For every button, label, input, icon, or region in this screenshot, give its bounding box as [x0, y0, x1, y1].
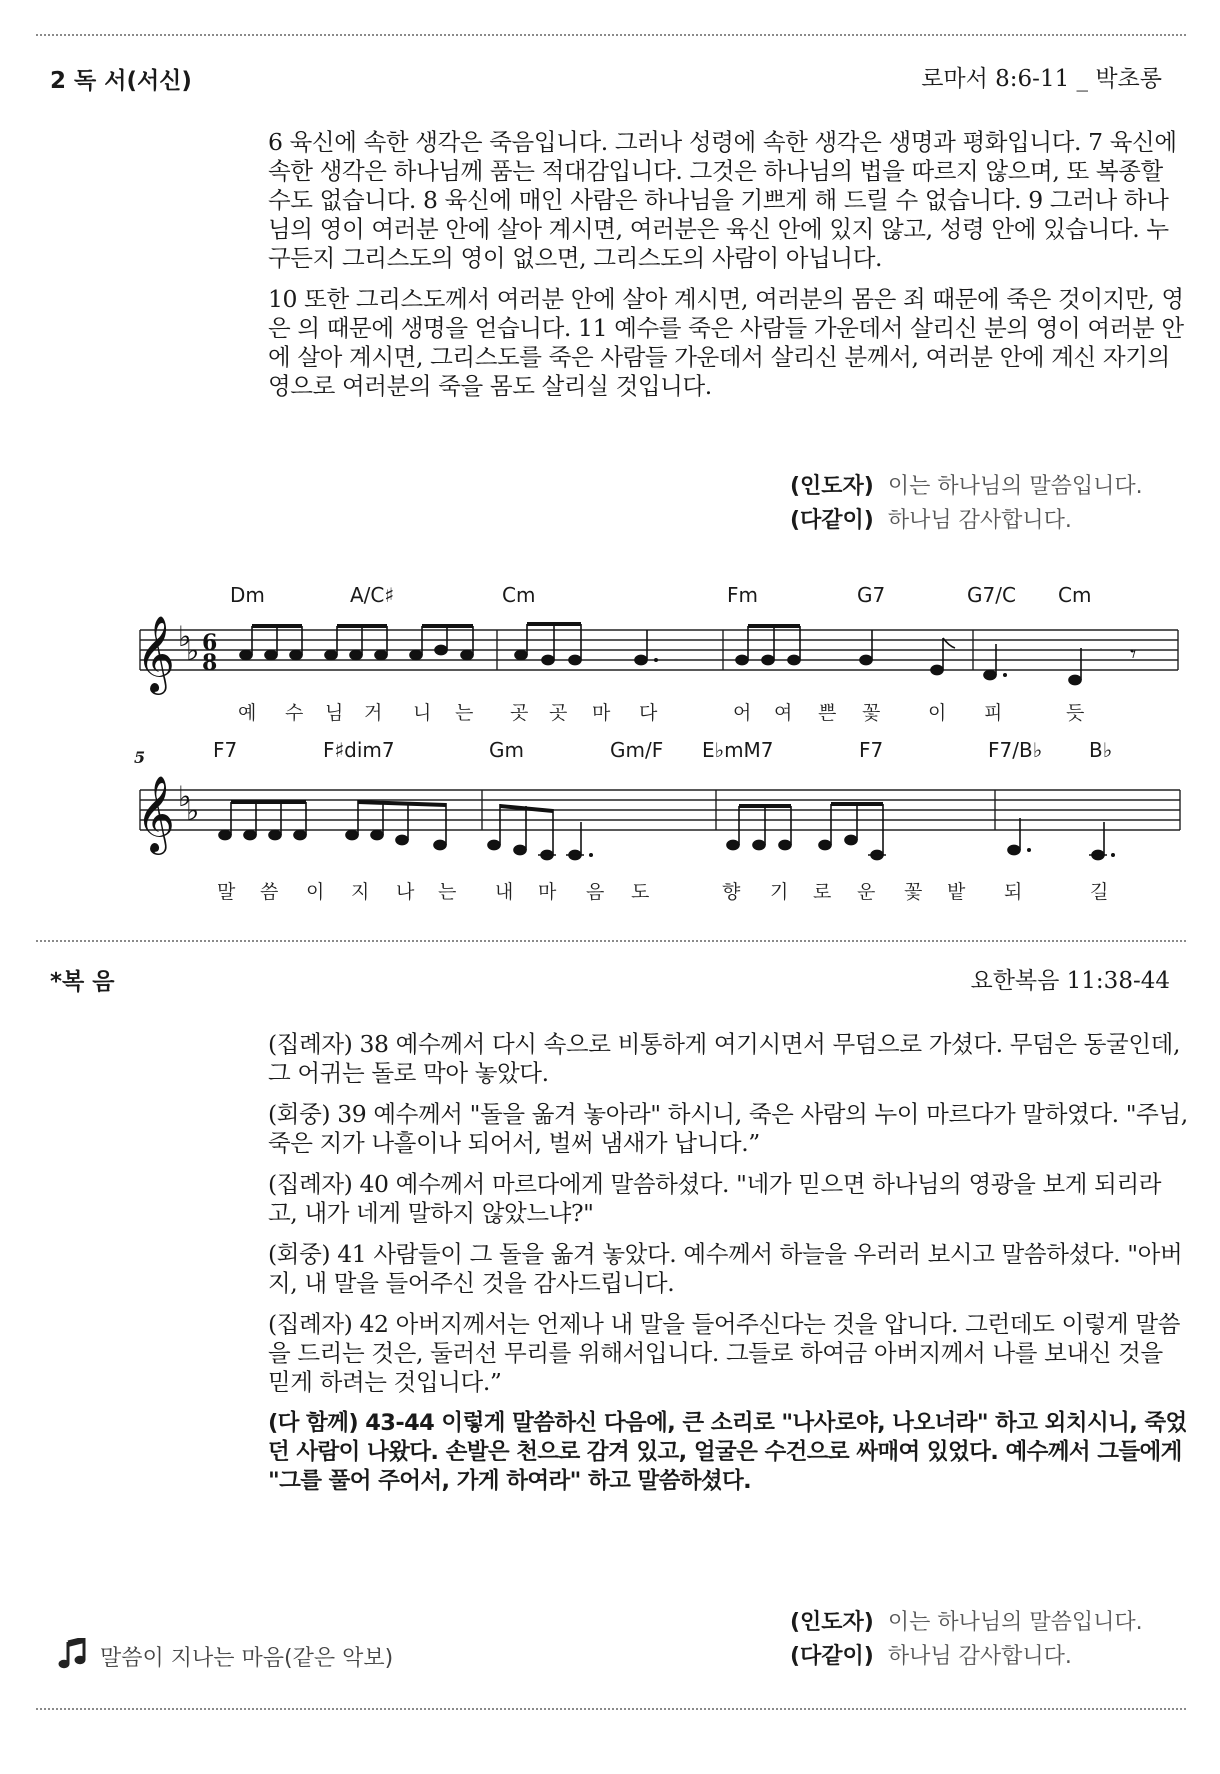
lyric: 피	[984, 702, 1003, 724]
top-divider	[36, 34, 1186, 36]
gospel-heading: *복 음	[50, 969, 115, 995]
chord: G7	[857, 583, 886, 607]
lyric: 거	[364, 702, 383, 724]
lyric: 곳	[549, 702, 568, 724]
flat-sign: ♭	[178, 620, 192, 653]
all-label: (다같이)	[790, 1644, 874, 1669]
chord: Gm	[489, 738, 524, 762]
chord: Gm/F	[610, 738, 664, 762]
gospel-paragraph: (회중) 39 예수께서 "돌을 옮겨 놓아라" 하시니, 죽은 사람의 누이 마르다가 말하였다. "주님, 죽은 지가 나흘이나 되어서, 벌써 냄새가 납니다.”	[268, 1100, 1188, 1157]
lyric: 니	[413, 702, 432, 724]
music-note-icon	[58, 1638, 88, 1670]
chord: G7/C	[967, 583, 1016, 607]
chord: Cm	[502, 583, 536, 607]
chord: Fm	[727, 583, 758, 607]
lyric: 운	[857, 881, 876, 903]
lyric: 꽃	[904, 881, 923, 903]
reading-body	[268, 128, 1188, 413]
lyric: 마	[538, 881, 557, 903]
lyric: 는	[455, 702, 474, 724]
chord: F7	[213, 738, 238, 762]
lyric: 음	[586, 881, 605, 903]
chord: B♭	[1089, 738, 1113, 762]
leader-label: (인도자)	[790, 1610, 874, 1635]
chord: Cm	[1058, 583, 1092, 607]
reading-response	[790, 470, 1143, 538]
gospel-paragraph-all: (다 함께) 43-44 이렇게 말씀하신 다음에, 큰 소리로 "나사로야, 나오너라" 하고 외치시니, 죽었던 사람이 나왔다. 손발은 천으로 감겨 있고, 얼굴은 수건으로 싸매여 있었다. 예수께서 그들에게 "그를 풀어 주어서, 가게 하여라" 하고 말씀하셨다.	[268, 1410, 1187, 1494]
lyric: 마	[592, 702, 611, 724]
gospel-paragraph: (집례자) 38 예수께서 다시 속으로 비통하게 여기시면서 무덤으로 가셨다. 무덤은 동굴인데, 그 어귀는 돌로 막아 놓았다.	[268, 1030, 1181, 1087]
lyric: 듯	[1066, 702, 1085, 724]
lyric: 이	[306, 881, 325, 903]
all-text: 하나님 감사합니다.	[887, 1644, 1072, 1669]
chord: Dm	[230, 583, 265, 607]
lyric: 이	[928, 702, 947, 724]
lyric: 님	[325, 702, 344, 724]
all-label: (다같이)	[790, 508, 874, 533]
reading-reference: 로마서 8:6-11 _ 박초롱	[921, 66, 1162, 92]
flat-sign: ♭	[178, 780, 192, 813]
lyric: 말	[217, 881, 236, 903]
gospel-reference: 요한복음 11:38-44	[970, 968, 1170, 994]
leader-text: 이는 하나님의 말씀입니다.	[887, 474, 1143, 499]
lyric: 곳	[510, 702, 529, 724]
time-sig-top: 6	[202, 630, 218, 656]
treble-clef-icon: 𝄞	[136, 775, 176, 852]
lyric: 수	[285, 702, 304, 724]
lyric: 여	[774, 702, 793, 724]
gospel-paragraph: (집례자) 40 예수께서 마르다에게 말씀하셨다. "네가 믿으면 하나님의 영광을 보게 되리라고, 내가 네게 말하지 않았느냐?"	[268, 1170, 1162, 1227]
lyric: 길	[1090, 881, 1109, 903]
lyric: 지	[351, 881, 370, 903]
gospel-paragraph: (회중) 41 사람들이 그 돌을 옮겨 놓았다. 예수께서 하늘을 우러러 보시고 말씀하셨다. "아버지, 내 말을 들어주신 것을 감사드립니다.	[268, 1240, 1183, 1297]
lyric: 다	[639, 702, 658, 724]
lyric: 내	[495, 881, 514, 903]
time-sig-bottom: 8	[202, 650, 218, 676]
bar-number: 5	[134, 748, 146, 767]
lyric: 나	[396, 881, 415, 903]
lyric: 로	[813, 881, 832, 903]
lyric: 씀	[260, 881, 279, 903]
leader-label: (인도자)	[790, 474, 874, 499]
lyric: 도	[631, 881, 650, 903]
lyric: 밭	[947, 881, 966, 903]
reading-heading: 2 독 서(서신)	[50, 68, 192, 94]
bottom-divider	[36, 1708, 1186, 1710]
flat-sign: ♭	[186, 634, 200, 667]
middle-divider	[36, 940, 1186, 942]
lyric: 어	[733, 702, 752, 724]
chord: F7	[859, 738, 884, 762]
eighth-rest: 𝄾	[1130, 640, 1137, 668]
staff-line-2	[0, 762, 1220, 882]
all-text: 하나님 감사합니다.	[887, 508, 1072, 533]
flat-sign: ♭	[186, 794, 200, 827]
chord: F♯dim7	[323, 738, 395, 762]
gospel-paragraph: (집례자) 42 아버지께서는 언제나 내 말을 들어주신다는 것을 압니다. 그런데도 이렇게 말씀을 드리는 것은, 둘러선 무리를 위해서입니다. 그들로 하여금 아버지께서 나를 보내신 것을 믿게 하려는 것입니다.”	[268, 1310, 1181, 1396]
reading-paragraph: 10 또한 그리스도께서 여러분 안에 살아 계시면, 여러분의 몸은 죄 때문에 죽은 것이지만, 영은 의 때문에 생명을 얻습니다. 11 예수를 죽은 사람들 가운데서 살리신 분의 영이 여러분 안에 살아 계시면, 그리스도를 죽은 사람들 가운데서 살리신 분께서, 여러분 안에 계신 자기의 영으로 여러분의 죽을 몸도 살리실 것입니다.	[268, 285, 1184, 400]
leader-text: 이는 하나님의 말씀입니다.	[887, 1610, 1143, 1635]
lyric: 되	[1004, 881, 1023, 903]
chord: F7/B♭	[988, 738, 1043, 762]
footer-note: 말씀이 지나는 마음(같은 악보)	[100, 1646, 394, 1671]
chord: A/C♯	[350, 583, 395, 607]
lyric: 기	[770, 881, 789, 903]
lyric: 향	[722, 881, 741, 903]
treble-clef-icon: 𝄞	[136, 615, 176, 692]
lyric: 쁜	[818, 702, 837, 724]
lyric: 예	[238, 702, 257, 724]
gospel-body	[268, 1030, 1188, 1508]
gospel-response	[790, 1606, 1143, 1674]
lyric: 꽃	[862, 702, 881, 724]
lyric: 는	[438, 881, 457, 903]
chord: E♭mM7	[702, 738, 774, 762]
reading-paragraph: 6 육신에 속한 생각은 죽음입니다. 그러나 성령에 속한 생각은 생명과 평화입니다. 7 육신에 속한 생각은 하나님께 품는 적대감입니다. 그것은 하나님의 법을 따르지 않으며, 또 복종할 수도 없습니다. 8 육신에 매인 사람은 하나님을 기쁘게 해 드릴 수 없습니다. 9 그러나 하나님의 영이 여러분 안에 살아 계시면, 여러분은 육신 안에 있지 않고, 성령 안에 있습니다. 누구든지 그리스도의 영이 없으면, 그리스도의 사람이 아닙니다.	[268, 128, 1177, 272]
